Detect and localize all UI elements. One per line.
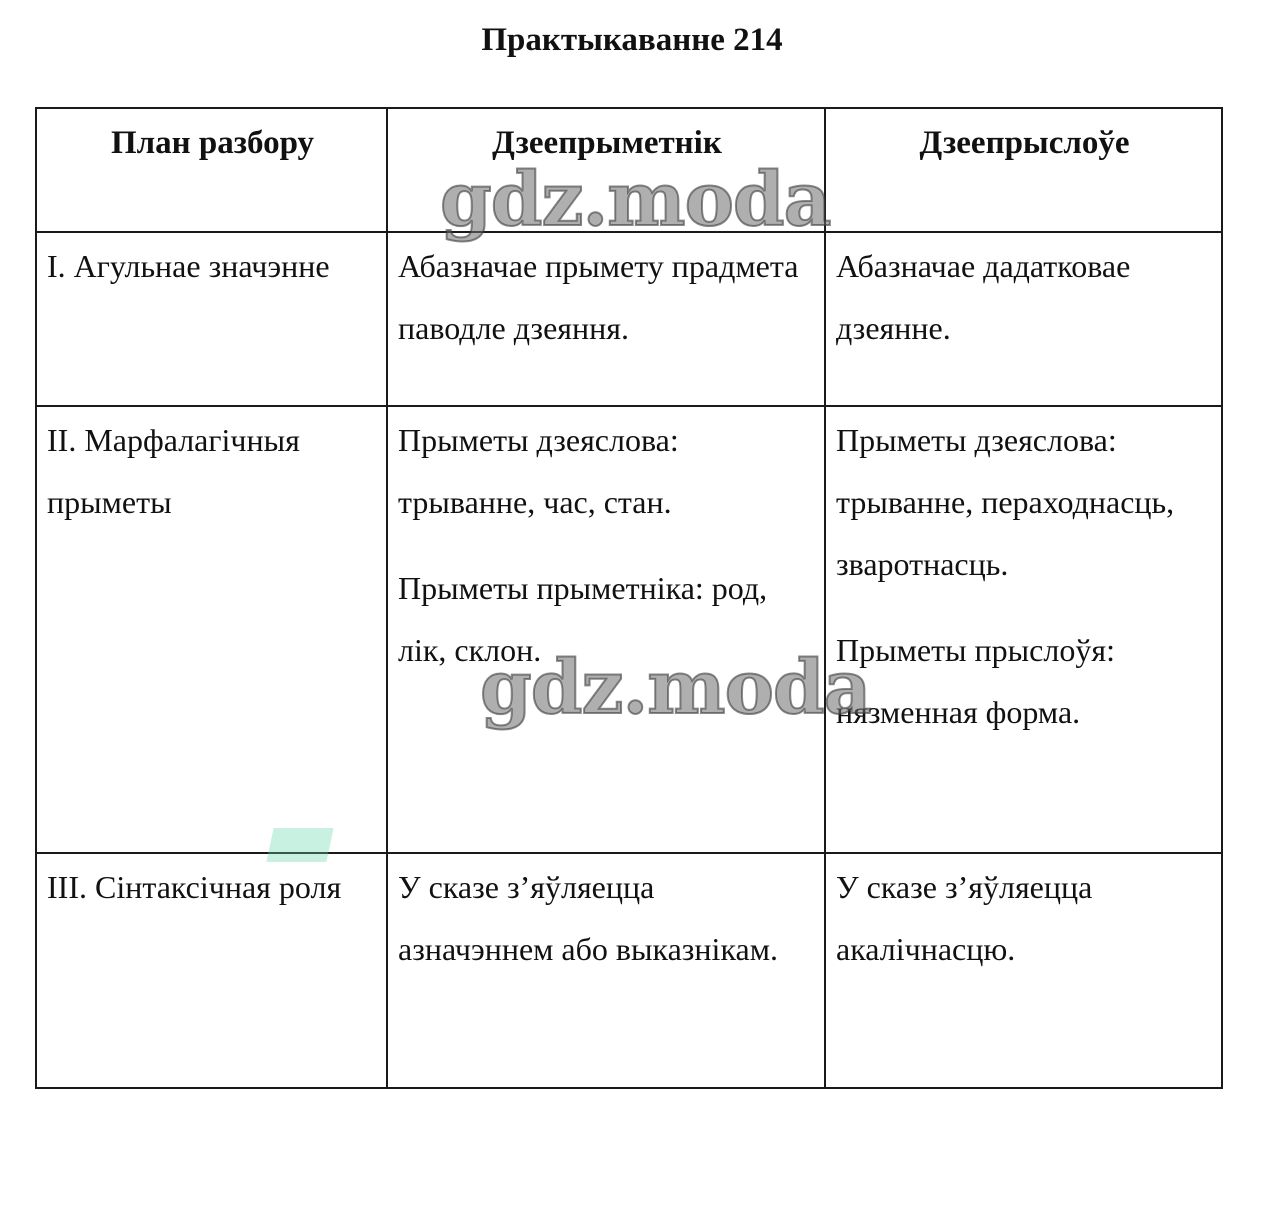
table-row	[36, 853, 1222, 1088]
cell-text: Прыметы дзеяслова: трыванне, час, стан.	[398, 422, 679, 520]
cell-participle	[387, 853, 825, 1088]
header-plan: План разбору	[36, 108, 387, 232]
table-row	[36, 406, 1222, 853]
watermark: gdz.moda	[480, 645, 871, 731]
cell-adverbial	[825, 406, 1222, 853]
cell-text: У сказе з’яўляецца акалічнасцю.	[836, 869, 1093, 967]
analysis-table	[35, 107, 1223, 1089]
cell-plan	[36, 853, 387, 1088]
cell-text: ІІІ. Сінтаксічная роля	[47, 869, 342, 905]
header-adverbial-participle: Дзеепрыслоўе	[825, 108, 1222, 232]
cell-text: Абазначае прымету прадмета паводле дзеяння.	[398, 248, 799, 346]
cell-text: І. Агульнае значэнне	[47, 248, 330, 284]
cell-text: ІІ. Марфалагічныя прыметы	[47, 422, 300, 520]
watermark: gdz.moda	[440, 157, 831, 243]
table-header-row	[36, 108, 1222, 232]
cell-participle	[387, 232, 825, 406]
cell-plan	[36, 406, 387, 853]
cell-adverbial	[825, 232, 1222, 406]
cell-participle	[387, 406, 825, 853]
header-participle: Дзеепрыметнік	[387, 108, 825, 232]
cell-plan	[36, 232, 387, 406]
table-row	[36, 232, 1222, 406]
cell-text: У сказе з’яўляецца азначэннем або выказнікам.	[398, 869, 778, 967]
page-title: Практыкаванне 214	[481, 22, 783, 58]
cell-adverbial	[825, 853, 1222, 1088]
cell-text: Прыметы прыметніка: род, лік, склон.	[398, 570, 768, 668]
cell-text: Абазначае дадатковае дзеянне.	[836, 248, 1131, 346]
cell-text: Прыметы прыслоўя: нязменная форма.	[836, 632, 1115, 730]
cell-text: Прыметы дзеяслова: трыванне, пераходнасць, зваротнасць.	[836, 422, 1175, 582]
